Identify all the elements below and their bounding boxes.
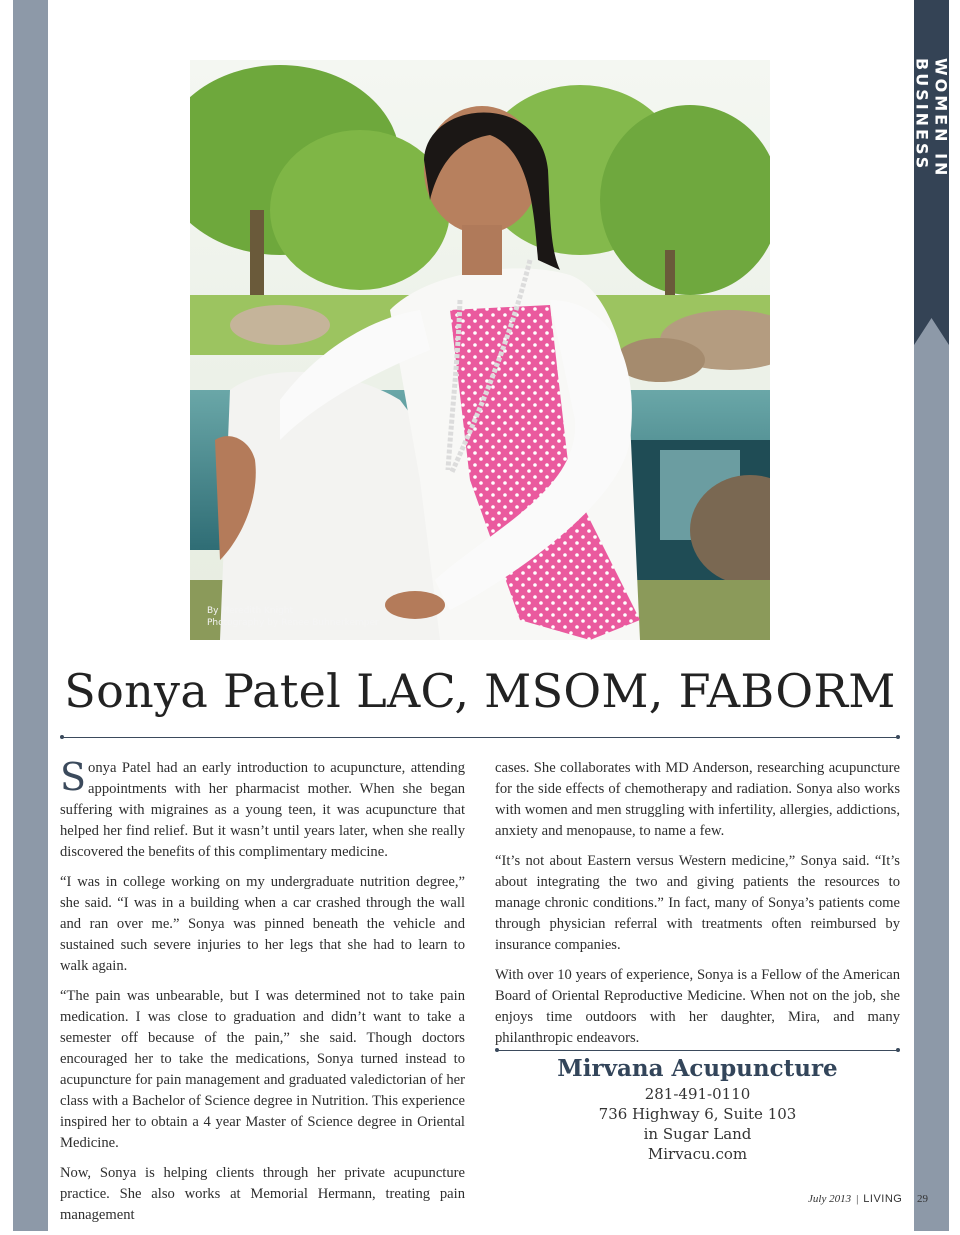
article-column-right — [495, 758, 900, 1058]
article-paragraph: Now, Sonya is helping clients through her private acupuncture practice. She also works at Memorial Hermann, treating pain management — [60, 1165, 465, 1223]
business-info-box — [495, 1052, 900, 1164]
article-column-left — [60, 755, 465, 1235]
article-paragraph: “The pain was unbearable, but I was determined not to take pain medication. I was close to graduation and didn’t want to take a semester off because of the pain,” she said. Though doctors encouraged her to take the medications, Sonya turned instead to acupuncture for pain management and graduated valedictorian of her class with a Bachelor of Science degree in Nutrition. This experience inspired her to obtain a 4 year Master of Science degree in Oriental Medicine. — [60, 988, 465, 1151]
footer-separator: | — [856, 1193, 859, 1205]
business-phone: 281-491-0110 — [644, 1085, 751, 1103]
headline-rule — [62, 737, 898, 738]
page-footer — [808, 1193, 902, 1205]
author-byline: By Meredith Knight — [207, 606, 294, 616]
page-number: 29 — [917, 1193, 928, 1205]
portrait-photo — [190, 60, 770, 640]
business-city: in Sugar Land — [643, 1125, 752, 1143]
article-paragraph: “It’s not about Eastern versus Western medicine,” Sonya said. “It’s about integrating the two and giving patients the resources to manage chronic conditions.” In fact, many of Sonya’s patients come through physician referral with treatments often reimbursed by insurance companies. — [495, 853, 900, 953]
photo-credit: Photography by Renee Buhnerkemper — [207, 618, 379, 628]
article-paragraph: “I was in college working on my undergraduate nutrition degree,” she said. “I was in a building when a car crashed through the wall and ran over me.” Sonya was pinned beneath the vehicle and sustained such severe injuries to her legs that she had to learn to walk again. — [60, 874, 465, 974]
article-paragraph: With over 10 years of experience, Sonya is a Fellow of the American Board of Oriental Reproductive Medicine. When not on the job, she enjoys time outdoors with her daughter, Mira, and many philanthropic endeavors. — [495, 967, 900, 1046]
drop-cap: S — [60, 755, 87, 799]
article-paragraph: cases. She collaborates with MD Anderson, researching acupuncture for the side effects of chemotherapy and radiation. Sonya also works with women and men struggling with infertility, allergies, addictions, anxiety and menopause, to name a few. — [495, 760, 900, 839]
section-tab-label: WOMEN IN BUSINESS — [912, 58, 951, 179]
article-paragraph: Sonya Patel had an early introduction to acupuncture, attending appointments with her pharmacist mother. When she began suffering with migraines as a young teen, it was acupuncture that helped her find relief. But it wasn’t until years later, when she really discovered the benefits of this complimentary medicine. — [60, 755, 465, 860]
article-headline: Sonya Patel LAC, MSOM, FABORM — [64, 664, 896, 718]
rule-end-dot — [896, 735, 900, 739]
business-name: Mirvana Acupuncture — [557, 1055, 838, 1082]
business-website: Mirvacu.com — [647, 1145, 748, 1163]
rule-end-dot — [60, 735, 64, 739]
business-address: 736 Highway 6, Suite 103 — [598, 1105, 797, 1123]
issue-date: July 2013 — [808, 1193, 852, 1205]
business-rule — [497, 1050, 898, 1051]
magazine-section: LIVING — [863, 1193, 903, 1205]
left-margin-bar — [13, 0, 48, 1231]
photo-credits — [207, 605, 379, 629]
